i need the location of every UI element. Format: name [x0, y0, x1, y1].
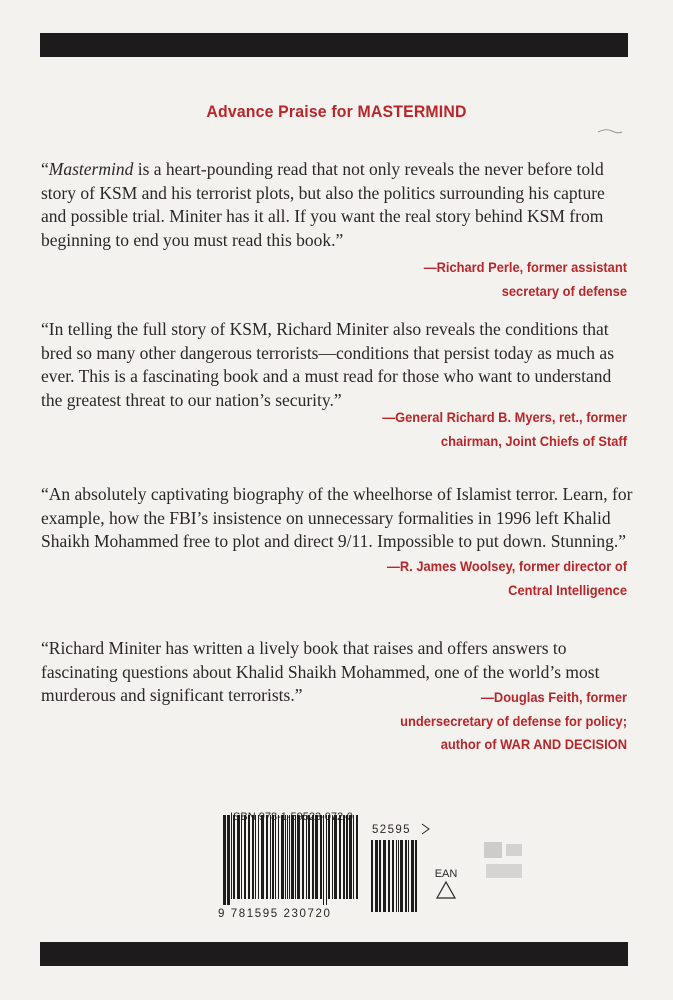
barcode-bar — [241, 815, 242, 899]
barcode-bar — [405, 840, 407, 912]
barcode-bar — [289, 815, 290, 899]
barcode-bar — [396, 840, 397, 912]
barcode-bar — [326, 815, 327, 905]
attribution-4: —Douglas Feith, former undersecretary of defense for policy; author of WAR AND DECISION — [400, 689, 627, 752]
quiet-zone-marker-icon — [420, 822, 432, 836]
barcode-bar — [349, 815, 352, 899]
barcode-bar — [346, 815, 348, 899]
quote-1-open: “ — [41, 159, 49, 179]
barcode-bar — [248, 815, 250, 899]
quote-3: “An absolutely captivating biography of the wheelhorse of Islamist terror. Learn, for example, how the FBI’s insistence on unnecessary formalities in 1996 left Khalid Shaikh Mohammed free to plot and direct 9/11. Impossible to put down. Stunning.” — [41, 484, 633, 551]
ean-label: EAN — [434, 868, 458, 880]
barcode-bar — [295, 815, 296, 899]
quote-4: “Richard Miniter has written a lively book that raises and offers answers to fascinating questions about Khalid Shaikh Mohammed, one of the world’s most murderous and significant terrorists.” — [41, 638, 600, 705]
barcode-bar — [408, 840, 409, 912]
barcode-bar — [227, 815, 230, 905]
barcode-bar — [252, 815, 254, 899]
barcode-bar — [371, 840, 373, 912]
barcode-bar — [285, 815, 286, 899]
barcode-bar — [315, 815, 318, 899]
bottom-decorative-bar — [40, 942, 628, 966]
barcode-bar — [356, 815, 358, 899]
barcode-bar — [297, 815, 300, 899]
barcode-bar — [375, 840, 378, 912]
barcode-bar — [302, 815, 304, 899]
barcode-bar — [411, 840, 414, 912]
barcode-bar — [237, 815, 240, 899]
barcode-bar — [306, 815, 307, 899]
quote-1-title: Mastermind — [48, 159, 134, 179]
barcode-bar — [392, 840, 394, 912]
barcode-bar — [270, 815, 271, 899]
barcode-bar — [255, 815, 256, 899]
ean-marker — [434, 868, 458, 904]
barcode-bar — [261, 815, 264, 899]
barcode-bar — [266, 815, 268, 899]
barcode-bar — [278, 815, 279, 899]
barcode-bar — [343, 815, 345, 899]
addon-digits: 52595 — [372, 824, 411, 836]
isbn-label: ISBN 978-1-59523-072-0 — [230, 811, 353, 823]
price-addon-barcode — [370, 840, 418, 920]
barcode-bar — [312, 815, 314, 899]
barcode-bar — [281, 815, 284, 899]
barcode-bar — [398, 840, 399, 912]
faded-sticker-residue — [482, 840, 526, 884]
quote-2: “In telling the full story of KSM, Richard Miniter also reveals the conditions that bred so many other dangerous terrorists—conditions that persist today as much as ever. This is a fascinating book and a must read for those who want to understand the greatest threat to our nation’s security.” — [41, 319, 615, 410]
barcode-bar — [223, 815, 226, 905]
attribution-1: —Richard Perle, former assistant secretary of defense — [423, 259, 627, 299]
quote-1 — [41, 158, 633, 252]
barcode-bar — [231, 815, 232, 899]
barcode-bar — [275, 815, 276, 899]
barcode-bar — [379, 840, 381, 912]
barcode-bar — [320, 815, 322, 899]
barcode-bar — [291, 815, 294, 899]
attribution-3: —R. James Woolsey, former director of Central Intelligence — [386, 558, 627, 598]
ean-triangle-icon — [435, 880, 457, 900]
barcode-bar — [323, 815, 324, 905]
praise-heading: Advance Praise for MASTERMIND — [206, 102, 467, 121]
barcode-bar — [244, 815, 246, 899]
barcode-bar — [388, 840, 390, 912]
quote-1-text: is a heart-pounding read that not only reveals the never before told story of KSM and his terrorist plots, but also the politics surrounding his capture and possible trial. Miniter has it all. If you want the real story behind KSM from beginning to end you must read this book.” — [41, 159, 605, 250]
attribution-2: —General Richard B. Myers, ret., former chairman, Joint Chiefs of Staff — [382, 409, 627, 449]
barcode-bar — [233, 815, 235, 899]
barcode-bar — [287, 815, 288, 899]
barcode-bar — [258, 815, 259, 899]
barcode-bar — [339, 815, 341, 899]
barcode-bar — [332, 815, 333, 899]
barcode-bar — [328, 815, 330, 899]
barcode-bar — [353, 815, 354, 899]
barcode-digits: 9 781595 230720 — [218, 908, 332, 920]
barcode-bar — [272, 815, 274, 899]
isbn-barcode — [222, 815, 362, 907]
top-decorative-bar — [40, 33, 628, 57]
barcode-bar — [400, 840, 403, 912]
page-curl-mark — [596, 126, 624, 136]
barcode-bar — [334, 815, 337, 899]
barcode-bar — [308, 815, 310, 899]
barcode-bar — [415, 840, 417, 912]
barcode-bar — [383, 840, 386, 912]
